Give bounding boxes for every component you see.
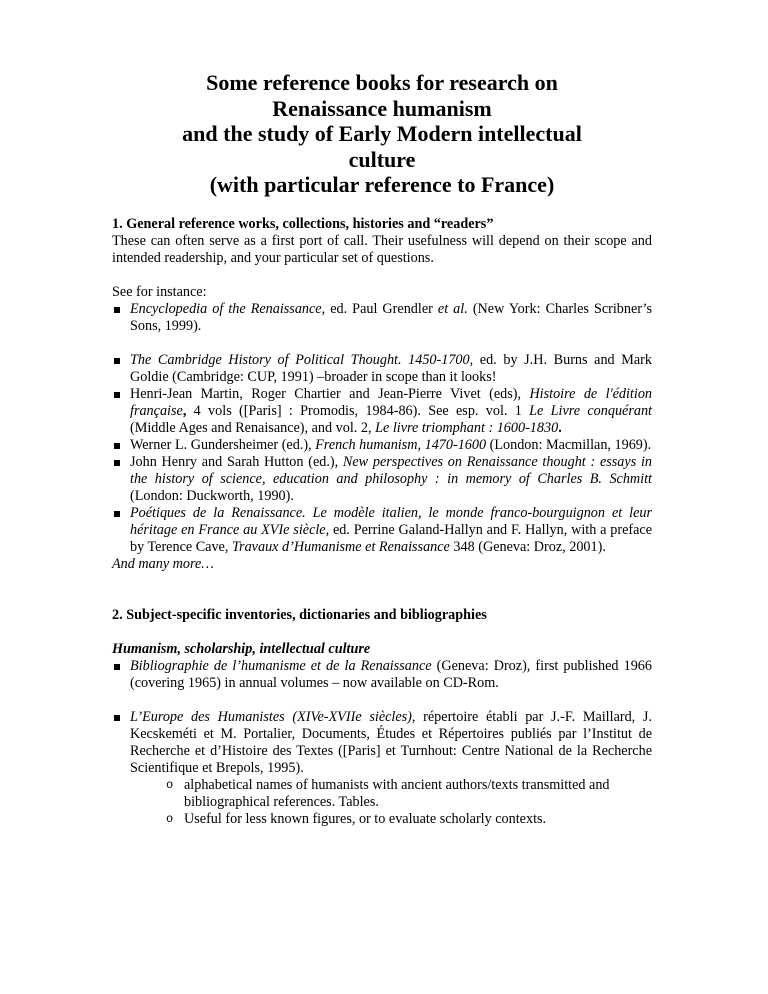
section-1-list [112,301,652,556]
and-many-more: And many more… [112,555,214,572]
see-for-instance: See for instance: [112,283,207,300]
subject-heading: Humanism, scholarship, intellectual culture [112,640,371,657]
section-2-heading: 2. Subject-specific inventories, dictionaries and bibliographies [112,606,487,623]
list-item: Poétiques de la Renaissance. Le modèle italien, le monde franco-bourguignon et leur héritage en France au XVIe siècle, ed. Perrine Galand-Hallyn and F. Hallyn, with a preface by Terence Cave, Travaux d’Humanisme et Renaissance 348 (Geneva: Droz, 2001). [112,505,652,556]
list-item: Werner L. Gundersheimer (ed.), French humanism, 1470-1600 (London: Macmillan, 1969). [112,437,652,454]
title-line: Some reference books for research on [206,70,558,95]
document-page [112,48,652,828]
sub-list-item: o Useful for less known figures, or to evaluate scholarly contexts. [166,811,652,828]
section-2-list [112,658,652,828]
list-item: John Henry and Sarah Hutton (ed.), New perspectives on Renaissance thought : essays in the history of science, education and philosophy : in memory of Charles B. Schmitt (London: Duckworth, 1990). [112,454,652,505]
list-item: Bibliographie de l’humanisme et de la Renaissance (Geneva: Droz), first published 1966 (covering 1965) in annual volumes – now available on CD-Rom. [112,658,652,692]
list-item: The Cambridge History of Political Thought. 1450-1700, ed. by J.H. Burns and Mark Goldie (Cambridge: CUP, 1991) –broader in scope than it looks! [112,352,652,386]
sub-list-item: o alphabetical names of humanists with ancient authors/texts transmitted and bibliographical references. Tables. [166,777,652,811]
title-line: and the study of Early Modern intellectual [182,121,582,146]
list-item: L’Europe des Humanistes (XIVe-XVIIe siècles), répertoire établi par J.-F. Maillard, J. Kecskeméti et M. Portalier, Documents, Études et Répertoires publiés par l’Institut de Recherche et d’Histoire des Textes ([Paris] et Turnhout: Centre National de la Recherche Scientifique et Brepols, 1995). o alphabetical names of humanists with ancient authors/texts transmitted and bibliographical references. Tables. o Useful for less known figures, or to evaluate scholarly contexts. [112,709,652,828]
section-1-intro: These can often serve as a first port of call. Their usefulness will depend on their scope and intended readership, and your particular set of questions. [112,232,652,266]
sub-list [130,777,652,828]
list-item: Henri-Jean Martin, Roger Chartier and Jean-Pierre Vivet (eds), Histoire de l'édition française, 4 vols ([Paris] : Promodis, 1984-86). See esp. vol. 1 Le Livre conquérant (Middle Ages and Renaisance), and vol. 2, Le livre triomphant : 1600-1830. [112,386,652,437]
title-line: Renaissance humanism [272,95,492,121]
title-line: culture [348,146,416,172]
list-item: Encyclopedia of the Renaissance, ed. Paul Grendler et al. (New York: Charles Scribner’s Sons, 1999). [112,301,652,335]
document-title [112,70,652,198]
title-line: (with particular reference to France) [209,172,555,197]
section-1-heading: 1. General reference works, collections, histories and “readers” [112,215,494,232]
